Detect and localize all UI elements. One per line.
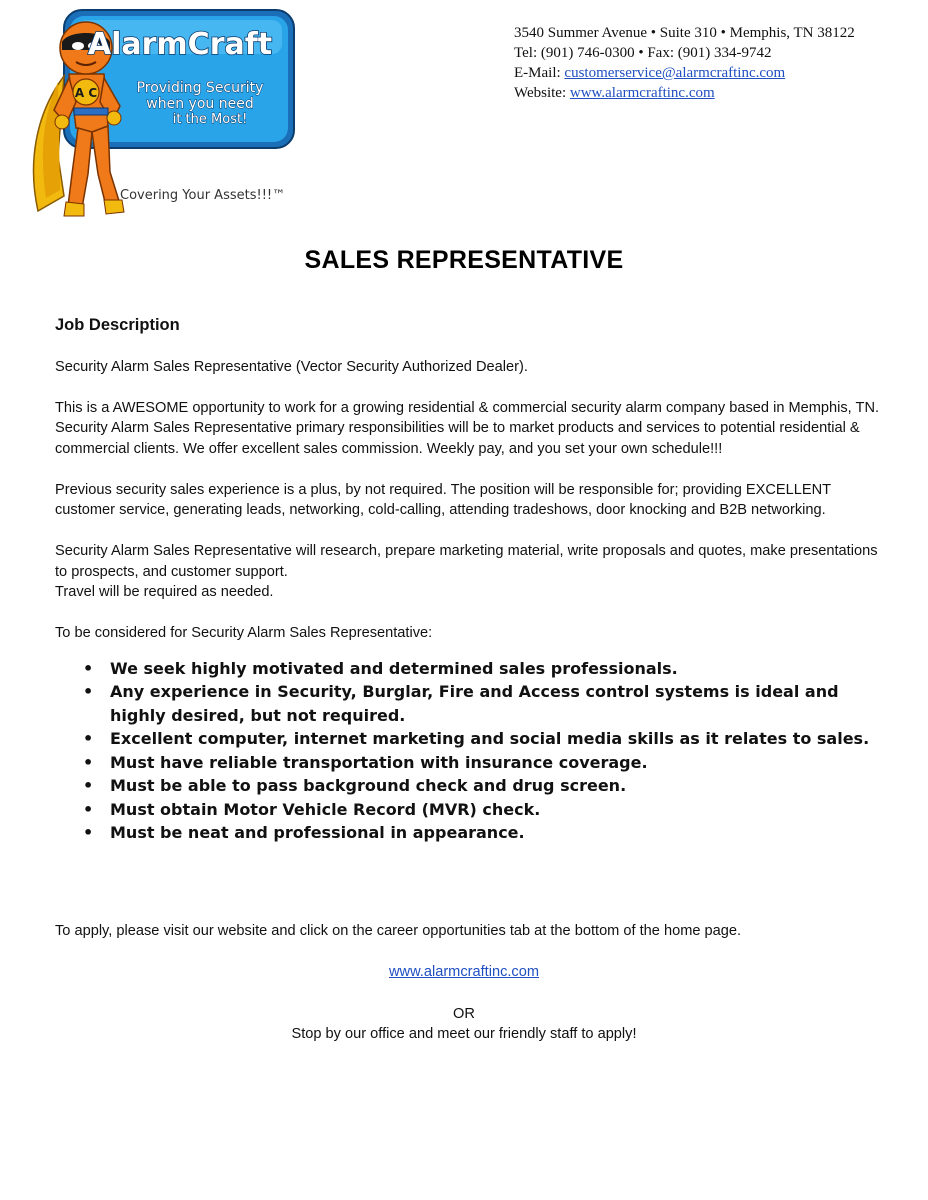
logo-slogan-line-1: Providing Security	[136, 80, 264, 96]
job-paragraph-2: Previous security sales experience is a plus, by not required. The position will be responsible for; providing EXCELLENT customer service, generating leads, networking, cold-calling, attending tradeshows, door knocking and B2B networking.	[55, 481, 831, 518]
contact-website-row	[514, 83, 855, 103]
list-item	[55, 798, 885, 822]
apply-or: OR	[453, 1006, 475, 1022]
job-description-heading: Job Description	[55, 316, 180, 334]
company-logo	[24, 6, 299, 221]
bullet-icon: •	[83, 682, 94, 701]
list-item	[55, 680, 885, 727]
requirement-text: Excellent computer, internet marketing and social media skills as it relates to sales.	[110, 729, 870, 748]
job-paragraph-1a: This is a AWESOME opportunity to work for a growing residential & commercial security alarm company based in Memphis, TN.	[55, 399, 880, 416]
logo-slogan-line-3: it the Most!	[172, 112, 248, 127]
logo-slogan-line-2: when you need	[146, 96, 254, 112]
requirement-text: Any experience in Security, Burglar, Fire and Access control systems is ideal and highly desired, but not required.	[110, 682, 839, 725]
contact-website-link[interactable]: www.alarmcraftinc.com	[569, 85, 715, 101]
logo-brand: AlarmCraft	[87, 27, 273, 62]
apply-instruction: To apply, please visit our website and click on the career opportunities tab at the bottom of the home page.	[55, 923, 742, 939]
logo-badge: A C	[74, 86, 98, 100]
requirement-text: Must be able to pass background check and drug screen.	[110, 776, 627, 795]
job-considered-intro: To be considered for Security Alarm Sales Representative:	[55, 625, 433, 641]
apply-office-text: Stop by our office and meet our friendly staff to apply!	[291, 1026, 637, 1042]
list-item	[55, 821, 885, 845]
requirements-list	[55, 657, 885, 845]
contact-email-label: E-Mail:	[514, 65, 565, 81]
bullet-icon: •	[83, 729, 94, 748]
page-title: SALES REPRESENTATIVE	[304, 246, 624, 274]
list-item	[55, 751, 885, 775]
job-paragraph-3a: Security Alarm Sales Representative will research, prepare marketing material, write proposals and quotes, make presentations to prospects, and customer support.	[55, 543, 878, 580]
apply-website-row	[0, 962, 928, 983]
job-content	[55, 314, 885, 845]
list-item	[55, 727, 885, 751]
apply-website-link[interactable]: www.alarmcraftinc.com	[388, 964, 540, 980]
bullet-icon: •	[83, 658, 94, 678]
bullet-icon: •	[83, 823, 94, 842]
contact-address: 3540 Summer Avenue • Suite 310 • Memphis, TN 38122	[514, 25, 855, 41]
contact-email-link[interactable]: customerservice@alarmcraftinc.com	[564, 65, 786, 81]
requirement-text: Must have reliable transportation with insurance coverage.	[110, 752, 648, 772]
bullet-icon: •	[83, 799, 94, 819]
contact-website-label: Website:	[514, 85, 570, 101]
logo-tagline: Covering Your Assets!!!™	[120, 188, 286, 203]
job-paragraph-1b: Security Alarm Sales Representative primary responsibilities will be to market products and services to potential residential & commercial clients. We offer excellent sales commission. Weekly pay, and you set your own schedule!!!	[55, 420, 860, 457]
requirement-text: Must obtain Motor Vehicle Record (MVR) check.	[110, 799, 541, 819]
bullet-icon: •	[83, 752, 94, 772]
requirement-text: We seek highly motivated and determined sales professionals.	[110, 658, 678, 678]
requirement-text: Must be neat and professional in appearance.	[110, 823, 525, 842]
bullet-icon: •	[83, 776, 94, 795]
contact-email-row	[514, 63, 855, 83]
list-item	[55, 657, 885, 681]
job-subtitle: Security Alarm Sales Representative (Vector Security Authorized Dealer).	[55, 358, 528, 375]
contact-phone: Tel: (901) 746-0300 • Fax: (901) 334-9742	[514, 45, 772, 61]
list-item	[55, 774, 885, 798]
contact-info	[514, 23, 855, 103]
job-paragraph-3b: Travel will be required as needed.	[55, 584, 274, 600]
